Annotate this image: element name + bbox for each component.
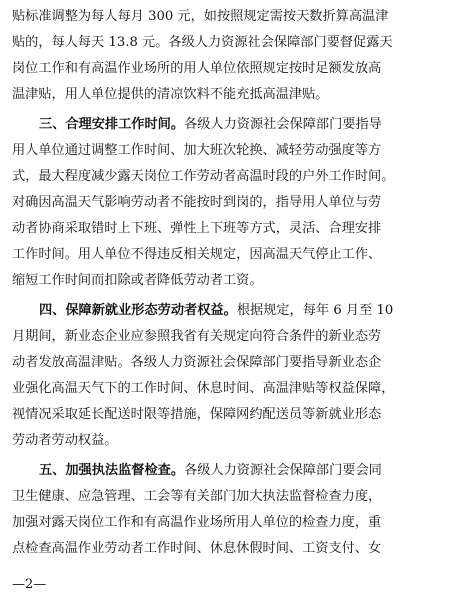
section-heading: 四、保障新就业形态劳动者权益。 bbox=[39, 303, 237, 318]
paragraph-enforcement bbox=[12, 458, 446, 562]
text-line: 贴的，每人每天 13.8 元。各级人力资源社会保障部门要督促露天 bbox=[12, 35, 393, 50]
text-line: 加强对露天岗位工作和有高温作业场所用人单位的检查力度，重 bbox=[12, 515, 382, 530]
text-line: 用人单位通过调整工作时间、加大班次轮换、减轻劳动强度等方 bbox=[12, 143, 382, 158]
page-number: —2— bbox=[12, 577, 47, 592]
text-line bbox=[12, 298, 446, 324]
text-line: 月期间，新业态企业应参照我省有关规定向符合条件的新业态劳 bbox=[12, 329, 382, 344]
paragraph-high-temp-allowance bbox=[12, 4, 446, 108]
text-span: 各级人力资源社会保障部门要会同 bbox=[184, 463, 382, 478]
text-line: 岗位工作和有高温作业场所的用人单位依照规定按时足额发放高 bbox=[12, 61, 382, 76]
text-line: 劳动者劳动权益。 bbox=[12, 433, 118, 448]
text-line: 对确因高温天气影响劳动者不能按时到岗的，指导用人单位与劳 bbox=[12, 195, 382, 210]
document-body bbox=[12, 4, 446, 562]
text-line: 卫生健康、应急管理、工会等有关部门加大执法监督检查力度， bbox=[12, 489, 382, 504]
text-span: 根据规定，每年 6 月至 10 bbox=[236, 303, 394, 318]
text-line: 式，最大程度减少露天岗位工作劳动者高温时段的户外工作时间。 bbox=[12, 169, 395, 184]
paragraph-new-employment-forms bbox=[12, 298, 446, 454]
text-line bbox=[12, 112, 446, 138]
text-line: 点检查高温作业劳动者工作时间、休息休假时间、工资支付、女 bbox=[12, 541, 382, 556]
text-line: 业强化高温天气下的工作时间、休息时间、高温津贴等权益保障， bbox=[12, 381, 395, 396]
text-line: 工作时间。用人单位不得违反相关规定，因高温天气停止工作、 bbox=[12, 247, 382, 262]
text-line: 贴标准调整为每人每月 300 元，如按照规定需按天数折算高温津 bbox=[12, 9, 389, 24]
text-line: 动者协商采取错时上下班、弹性上下班等方式，灵活、合理安排 bbox=[12, 221, 382, 236]
text-line: 视情况采取延长配送时限等措施，保障网约配送员等新就业形态 bbox=[12, 407, 382, 422]
text-line: 温津贴，用人单位提供的清凉饮料不能充抵高温津贴。 bbox=[12, 87, 329, 102]
paragraph-working-hours bbox=[12, 112, 446, 294]
section-heading: 三、合理安排工作时间。 bbox=[39, 117, 185, 132]
text-line: 缩短工作时间而扣除或者降低劳动者工资。 bbox=[12, 273, 263, 288]
text-line bbox=[12, 458, 446, 484]
section-heading: 五、加强执法监督检查。 bbox=[39, 463, 185, 478]
text-line: 动者发放高温津贴。各级人力资源社会保障部门要指导新业态企 bbox=[12, 355, 382, 370]
text-span: 各级人力资源社会保障部门要指导 bbox=[184, 117, 382, 132]
